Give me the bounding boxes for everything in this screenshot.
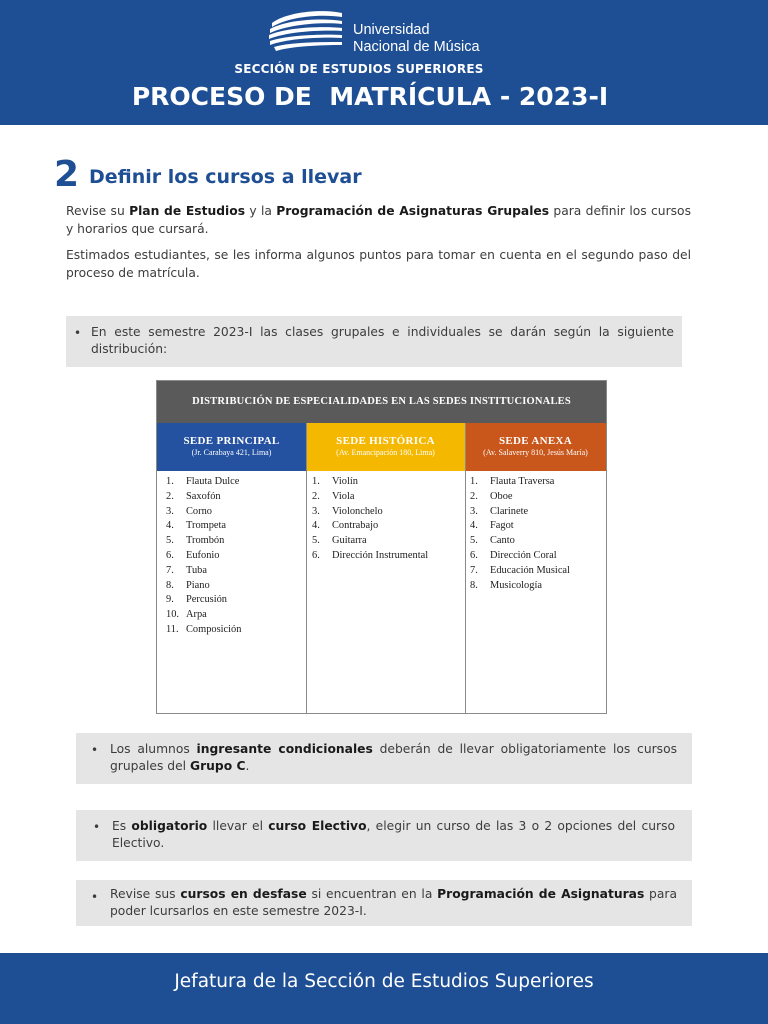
item-number: 6. [166,549,174,561]
section-subtitle: SECCIÓN DE ESTUDIOS SUPERIORES [234,62,484,76]
item-number: 2. [470,490,478,502]
item-number: 1. [166,476,174,487]
specialty-item [312,534,428,549]
specialty-item [470,564,570,579]
intro-paragraph [66,202,691,238]
specialty-item [166,519,241,534]
specialty-name: Contrabajo [332,520,379,532]
para-text: Revise su [66,204,130,218]
sede-address: (Av. Salaverry 810, Jesús María) [483,448,588,457]
sede-principal-list [166,475,241,638]
header-banner [0,0,768,125]
specialty-item [470,579,570,594]
specialty-item [470,505,570,520]
sede-name: SEDE ANEXA [499,435,572,447]
specialty-name: Viola [332,490,355,502]
note-part: Los alumnos [110,742,197,756]
note-part: para poder lcursarlos en este semestre 2023-I. [110,887,677,918]
specialty-item [166,490,241,505]
specialty-item [166,593,241,608]
note-part: llevar el [207,819,269,833]
note-bold: curso Electivo [268,819,367,833]
note-text [110,886,677,920]
specialty-name: Clarinete [490,505,529,517]
specialty-name: Corno [186,505,212,517]
university-name-line1: Universidad [353,22,430,38]
note-bold: Grupo C [190,759,246,773]
sede-address: (Av. Emancipación 180, Lima) [336,448,435,457]
distribution-table [156,380,607,714]
note-desfase [76,880,692,926]
note-bold: cursos en desfase [180,887,307,901]
programacion-text: Programación de Asignaturas Grupales [276,204,550,218]
specialty-name: Guitarra [332,535,367,547]
specialty-item [166,579,241,594]
step-title: Definir los cursos a llevar [89,166,362,188]
bullet-icon: • [91,743,99,757]
note-part: deberán de llevar obligatoriamente los cursos grupales del [110,742,678,773]
item-number: 11. [166,623,179,635]
plan-de-estudios-text: Plan de Estudios [129,204,246,218]
item-number: 7. [470,564,478,576]
item-number: 4. [166,520,174,532]
specialty-item [166,505,241,520]
specialty-name: Arpa [186,609,207,621]
specialty-item [166,623,241,638]
specialty-item [312,519,428,534]
notice-paragraph: Estimados estudiantes, se les informa algunos puntos para tomar en cuenta en el segundo paso del proceso de matrícula. [66,248,691,280]
specialty-name: Trombón [186,535,225,547]
sede-historica-column [306,423,465,713]
column-divider [465,423,466,713]
specialty-item [166,549,241,564]
specialty-name: Eufonio [186,549,220,561]
sede-anexa-column [465,423,606,713]
specialty-name: Musicología [490,579,542,591]
item-number: 4. [312,520,320,532]
footer-text: Jefatura de la Sección de Estudios Superiores [174,971,594,992]
item-number: 3. [312,505,320,517]
university-name [353,22,480,56]
step-number: 2 [54,154,80,195]
note-bold: obligatorio [131,819,208,833]
specialty-item [166,475,241,490]
university-name-line2: Nacional de Música [353,39,480,55]
item-number: 2. [312,490,320,502]
item-number: 5. [166,535,174,547]
specialty-item [166,534,241,549]
specialty-item [470,549,570,564]
specialty-item [470,490,570,505]
item-number: 3. [470,505,478,517]
specialty-item [312,505,428,520]
specialty-name: Flauta Traversa [490,476,555,487]
note-part: si encuentran en la [306,887,438,901]
specialty-name: Fagot [490,520,514,532]
note-part: . [245,759,250,773]
specialty-name: Tuba [186,564,207,576]
note-ingresantes [76,733,692,784]
specialty-item [470,534,570,549]
sede-anexa-list [470,475,570,593]
sede-name: SEDE PRINCIPAL [183,435,280,447]
note-text [110,741,677,775]
note-part: Es [112,819,132,833]
item-number: 5. [312,535,320,547]
specialty-item [166,608,241,623]
specialty-name: Educación Musical [490,564,570,576]
page-title: PROCESO DE MATRÍCULA - 2023-I [131,82,609,111]
footer-banner [0,953,768,1024]
item-number: 6. [470,549,478,561]
specialty-name: Composición [186,623,242,635]
sede-address: (Jr. Carabaya 421, Lima) [191,448,272,457]
specialty-name: Violín [332,476,358,487]
specialty-name: Dirección Instrumental [332,549,429,561]
bullet-icon: • [74,326,82,340]
item-number: 9. [166,594,174,606]
para-text: para definir los cursos y horarios que cursará. [66,204,691,236]
note-text [112,818,675,852]
item-number: 6. [312,549,320,561]
specialty-name: Dirección Coral [490,549,557,561]
note-electivo [76,810,692,861]
specialty-name: Violonchelo [332,505,383,517]
bullet-icon: • [91,890,99,904]
note-part: , elegir un curso de las 3 o 2 opciones del curso Electivo. [112,819,676,850]
item-number: 2. [166,490,174,502]
specialty-name: Trompeta [186,520,227,532]
item-number: 10. [166,609,179,621]
specialty-name: Percusión [186,594,227,606]
distribution-table-title: DISTRIBUCIÓN DE ESPECIALIDADES EN LAS SEDES INSTITUCIONALES [157,381,606,423]
sede-principal-column [157,423,306,713]
item-number: 4. [470,520,478,532]
specialty-item [312,549,428,564]
sede-name: SEDE HISTÓRICA [336,435,435,447]
sede-historica-header [306,423,465,471]
note-text: En este semestre 2023-I las clases grupales e individuales se darán según la siguiente distribución: [91,325,674,356]
note-bold: Programación de Asignaturas [437,887,645,901]
specialty-name: Flauta Dulce [186,476,240,487]
specialty-name: Canto [490,535,515,547]
item-number: 5. [470,535,478,547]
specialty-name: Saxofón [186,490,221,502]
item-number: 8. [166,579,174,591]
item-number: 7. [166,564,174,576]
specialty-item [470,519,570,534]
note-distribution [66,316,682,367]
item-number: 3. [166,505,174,517]
university-logo-icon [268,9,344,53]
para-text: y la [245,204,277,218]
sede-historica-list [312,475,428,564]
sede-principal-header [157,423,306,471]
specialty-item [312,490,428,505]
item-number: 1. [470,476,478,487]
specialty-name: Oboe [490,490,513,502]
specialty-item [166,564,241,579]
specialty-item [312,475,428,490]
item-number: 8. [470,579,478,591]
note-part: Revise sus [110,887,181,901]
specialty-item [470,475,570,490]
bullet-icon: • [93,820,101,834]
item-number: 1. [312,476,320,487]
column-divider [306,423,307,713]
sede-anexa-header [465,423,606,471]
specialty-name: Piano [186,579,210,591]
note-bold: ingresante condicionales [196,742,373,756]
